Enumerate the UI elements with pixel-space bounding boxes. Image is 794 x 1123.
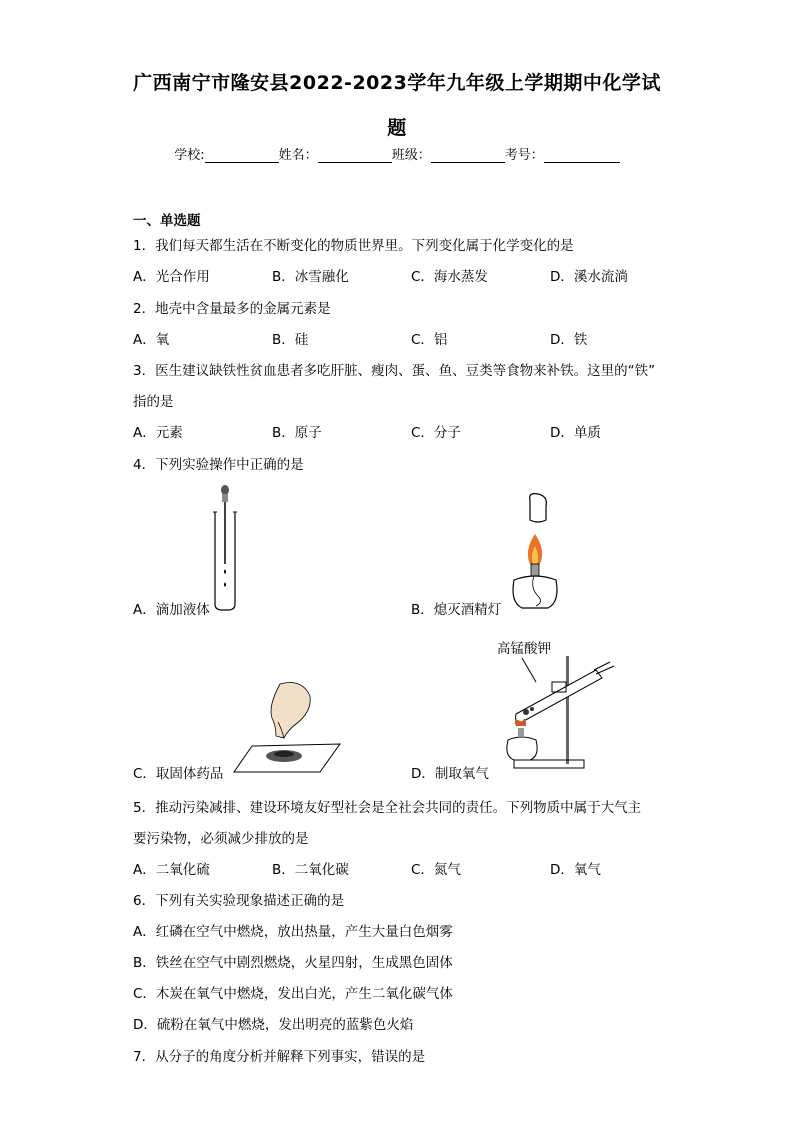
q1-option-a[interactable]: A．光合作用 (133, 269, 210, 285)
oxygen-apparatus-figure (486, 656, 626, 772)
q6-option-c[interactable]: C．木炭在氧气中燃烧，发出白光，产生二氧化碳气体 (133, 986, 453, 1002)
q3-option-c[interactable]: C．分子 (411, 425, 461, 441)
q4-option-b[interactable]: B．熄灭酒精灯 (411, 602, 502, 618)
q2-option-a[interactable]: A．氧 (133, 332, 170, 348)
alcohol-lamp-figure (500, 492, 570, 614)
page-title: 广西南宁市隆安县2022-2023学年九年级上学期期中化学试 (133, 72, 661, 94)
name-label: 姓名： (278, 148, 318, 163)
q5-option-d[interactable]: D．氧气 (550, 862, 601, 878)
class-label: 班级： (391, 148, 431, 163)
q1-option-c[interactable]: C．海水蒸发 (411, 269, 488, 285)
q5-option-a[interactable]: A．二氧化硫 (133, 862, 210, 878)
question-7-stem: 7．从分子的角度分析并解释下列事实，错误的是 (133, 1049, 426, 1065)
q1-option-d[interactable]: D．溪水流淌 (550, 269, 628, 285)
dropper-test-tube-figure (205, 484, 245, 614)
question-3-stem-continued: 指的是 (133, 394, 174, 410)
question-5-stem-continued: 要污染物，必须减少排放的是 (133, 831, 309, 847)
q6-option-d[interactable]: D．硫粉在氧气中燃烧，发出明亮的蓝紫色火焰 (133, 1017, 414, 1033)
question-4-stem: 4．下列实验操作中正确的是 (133, 457, 304, 473)
question-2-stem: 2．地壳中含量最多的金属元素是 (133, 301, 331, 317)
question-6-stem: 6．下列有关实验现象描述正确的是 (133, 893, 345, 909)
q1-option-b[interactable]: B．冰雪融化 (272, 269, 349, 285)
section-heading: 一、单选题 (133, 213, 201, 229)
q6-option-a[interactable]: A．红磷在空气中燃烧，放出热量，产生大量白色烟雾 (133, 924, 453, 940)
q5-option-c[interactable]: C．氮气 (411, 862, 461, 878)
class-blank[interactable] (431, 148, 505, 163)
page-title-continued: 题 (387, 117, 407, 139)
question-5-stem: 5．推动污染减排、建设环境友好型社会是全社会共同的责任。下列物质中属于大气主 (133, 800, 642, 816)
q4-option-c[interactable]: C．取固体药品 (133, 766, 224, 782)
q2-option-b[interactable]: B．硅 (272, 332, 309, 348)
q3-option-d[interactable]: D．单质 (550, 425, 601, 441)
number-blank[interactable] (544, 148, 620, 163)
student-info-line (0, 144, 794, 163)
q6-option-b[interactable]: B．铁丝在空气中剧烈燃烧，火星四射，生成黑色固体 (133, 955, 453, 971)
figure-label-potassium-permanganate: 高锰酸钾 (497, 641, 551, 657)
number-label: 考号： (504, 148, 544, 163)
q4-option-a[interactable]: A．滴加液体 (133, 602, 210, 618)
q4-option-d[interactable]: D．制取氧气 (411, 766, 489, 782)
q3-option-b[interactable]: B．原子 (272, 425, 322, 441)
question-1-stem: 1．我们每天都生活在不断变化的物质世界里。下列变化属于化学变化的是 (133, 238, 574, 254)
q2-option-d[interactable]: D．铁 (550, 332, 588, 348)
q3-option-a[interactable]: A．元素 (133, 425, 183, 441)
school-blank[interactable] (205, 148, 279, 163)
question-3-stem: 3．医生建议缺铁性贫血患者多吃肝脏、瘦肉、蛋、鱼、豆类等食物来补铁。这里的“铁” (133, 363, 656, 379)
hand-solid-drug-figure (232, 682, 362, 772)
q2-option-c[interactable]: C．铝 (411, 332, 448, 348)
name-blank[interactable] (318, 148, 392, 163)
q5-option-b[interactable]: B．二氧化碳 (272, 862, 349, 878)
school-label: 学校: (174, 148, 205, 163)
